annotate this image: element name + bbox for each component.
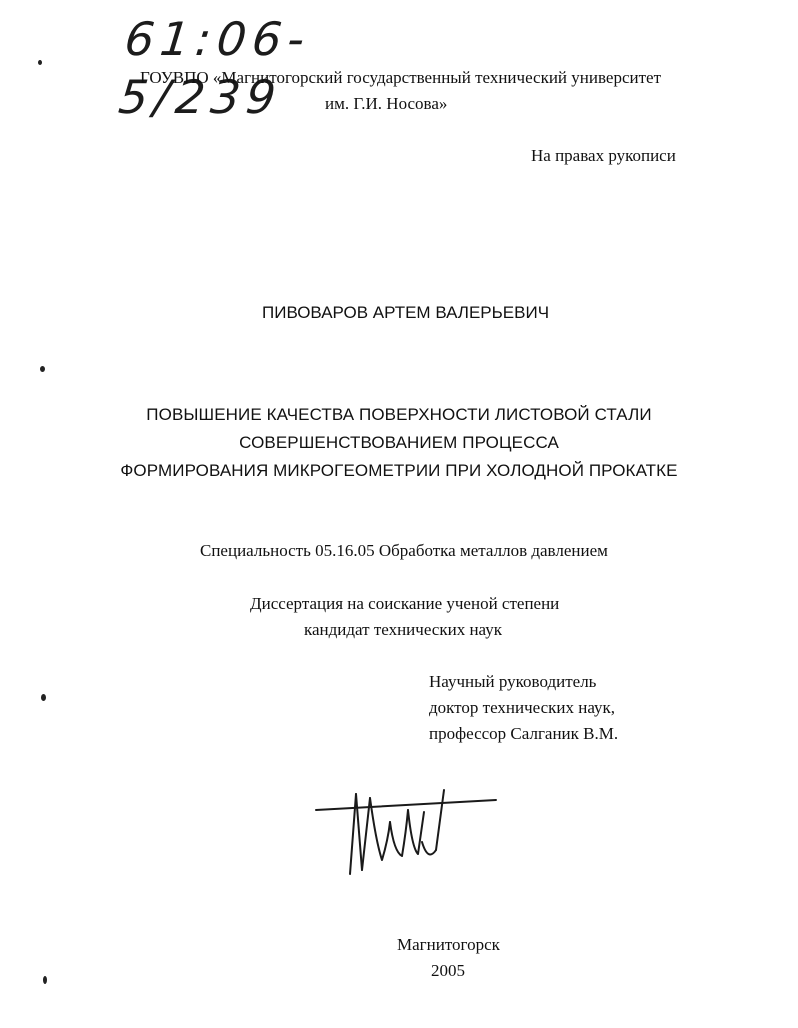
author-name: ПИВОВАРОВ АРТЕМ ВАЛЕРЬЕВИЧ xyxy=(262,303,550,322)
handwritten-signature xyxy=(310,782,510,882)
scan-speck-mark xyxy=(38,60,42,65)
scan-speck-mark xyxy=(41,694,46,701)
thesis-title-line-2: СОВЕРШЕНСТВОВАНИЕМ ПРОЦЕССА xyxy=(239,433,559,452)
institution-name-line-2: им. Г.И. Носова» xyxy=(325,94,448,113)
publication-city: Магнитогорск xyxy=(397,935,500,954)
thesis-title-line-3: ФОРМИРОВАНИЯ МИКРОГЕОМЕТРИИ ПРИ ХОЛОДНОЙ ПРОКАТКЕ xyxy=(120,461,678,480)
degree-line-2: кандидат технических наук xyxy=(304,620,502,639)
publication-year: 2005 xyxy=(431,961,465,980)
scan-speck-mark xyxy=(43,976,47,984)
advisor-role: Научный руководитель xyxy=(429,672,597,691)
degree-line-1: Диссертация на соискание ученой степени xyxy=(250,594,560,613)
scan-speck-mark xyxy=(40,366,45,372)
specialty-line: Специальность 05.16.05 Обработка металлов давлением xyxy=(200,541,608,560)
advisor-name: профессор Салганик В.М. xyxy=(429,724,619,743)
handwritten-archive-code: 61:06-5/239 xyxy=(116,12,314,124)
manuscript-rights-note: На правах рукописи xyxy=(531,146,676,165)
thesis-title-line-1: ПОВЫШЕНИЕ КАЧЕСТВА ПОВЕРХНОСТИ ЛИСТОВОЙ СТАЛИ xyxy=(146,405,652,424)
advisor-degree: доктор технических наук, xyxy=(429,698,616,717)
institution-name-line-1: ГОУВПО «Магнитогорский государственный технический университет xyxy=(140,68,661,87)
